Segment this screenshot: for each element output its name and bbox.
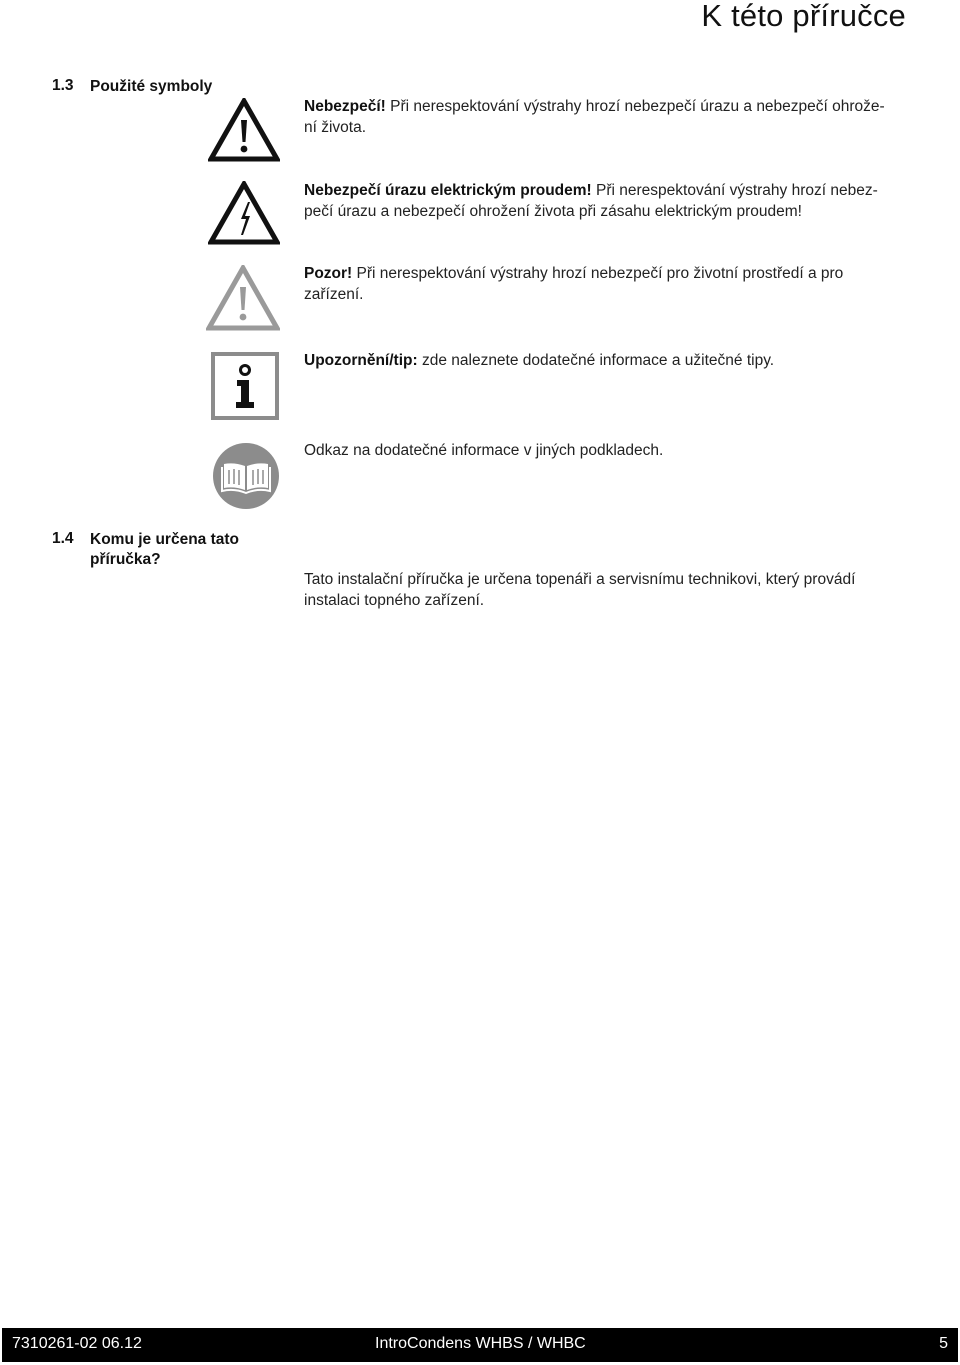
audience-line1: Tato instalační příručka je určena topenáři a servisnímu technikovi, který provádí (304, 571, 856, 588)
danger-warning-icon (208, 98, 280, 162)
footer-product: IntroCondens WHBS / WHBC (375, 1335, 586, 1352)
info-text (304, 350, 774, 371)
caution-line2: zařízení. (304, 286, 364, 303)
footer-page-number: 5 (939, 1335, 948, 1352)
info-line1: zde naleznete dodatečné informace a užitečné tipy. (417, 352, 775, 369)
electric-shock-warning-icon (208, 181, 280, 245)
info-label: Upozornění/tip: (304, 352, 418, 369)
electric-line1: Při nerespektování výstrahy hrozí nebez- (591, 182, 878, 199)
section-title-line1: Komu je určena tato (90, 531, 239, 548)
reference-line1: Odkaz na dodatečné informace v jiných podkladech. (304, 442, 664, 459)
caution-label: Pozor! (304, 265, 353, 282)
page-title: K této příručce (701, 0, 906, 33)
section-number: 1.4 (52, 530, 74, 547)
reference-text (304, 440, 663, 461)
danger-text (304, 96, 885, 138)
danger-line1: Při nerespektování výstrahy hrozí nebezpečí úrazu a nebezpečí ohrože- (385, 98, 885, 115)
caution-text (304, 263, 843, 305)
section-title: Použité symboly (90, 78, 213, 95)
footer-doc-number: 7310261-02 06.12 (12, 1335, 142, 1352)
section-title-line2: příručka? (90, 551, 161, 568)
caution-warning-icon (206, 265, 280, 331)
section-number: 1.3 (52, 77, 74, 94)
audience-line2: instalaci topného zařízení. (304, 592, 485, 609)
section-title (90, 530, 239, 570)
audience-text (304, 569, 855, 611)
info-tip-icon (211, 352, 279, 420)
book-reference-icon (212, 442, 280, 510)
electric-text (304, 180, 878, 222)
caution-line1: Při nerespektování výstrahy hrozí nebezpečí pro životní prostředí a pro (352, 265, 844, 282)
electric-label: Nebezpečí úrazu elektrickým proudem! (304, 182, 592, 199)
electric-line2: pečí úrazu a nebezpečí ohrožení života při zásahu elektrickým proudem! (304, 203, 802, 220)
footer-bar (2, 1328, 958, 1362)
danger-line2: ní života. (304, 119, 367, 136)
danger-label: Nebezpečí! (304, 98, 386, 115)
